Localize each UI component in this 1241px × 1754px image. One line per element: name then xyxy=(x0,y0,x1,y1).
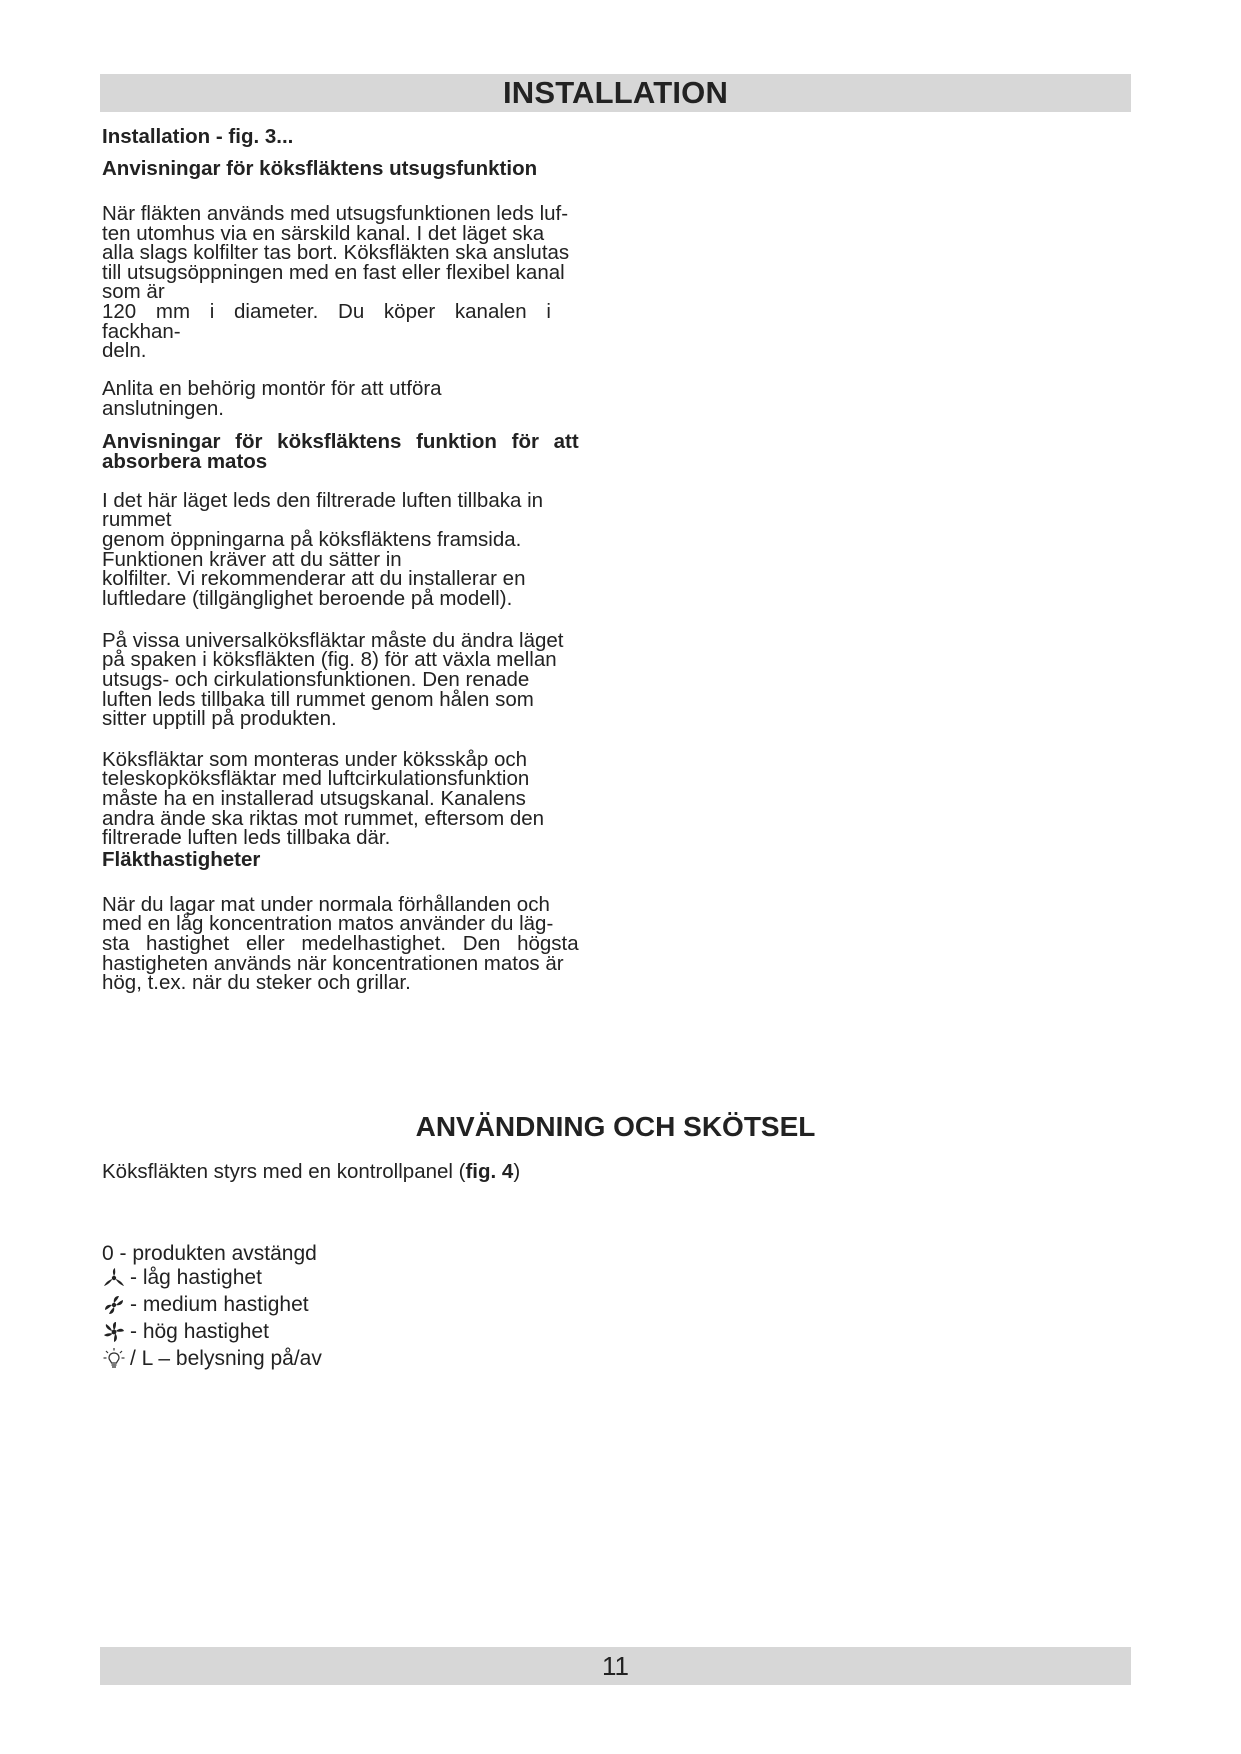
legend-item-off xyxy=(102,1242,317,1266)
subheading-recirculation-line2: absorbera matos xyxy=(102,449,268,473)
legend-label: - låg hastighet xyxy=(130,1266,262,1289)
legend-label: - hög hastighet xyxy=(130,1320,269,1343)
usage-intro-text: Köksfläkten styrs med en kontrollpanel ( xyxy=(102,1160,466,1183)
legend-item-low xyxy=(102,1266,262,1290)
installation-heading: Installation - fig. 3... xyxy=(102,125,294,148)
section-title-usage: ANVÄNDNING OCH SKÖTSEL xyxy=(415,1111,816,1142)
paragraph-fan-speeds xyxy=(102,892,617,995)
paragraph-under-cabinet: Köksfläktar som monteras under köksskåp och teleskopköksfläktar med luftcirkulationsfunktion måste ha en installerad utsugskanal. Kanalens andra ände ska riktas mot rummet, eftersom den filtrerade luften leds tillbaka där. xyxy=(102,747,545,850)
paragraph-extraction: När fläkten används med utsugsfunktionen leds luf- ten utomhus via en särskild kanal. I det läget ska alla slags kolfilter tas bort. Köksfläkten ska anslutas till utsugsöppningen med en fast eller flexibel kanal som är xyxy=(102,202,570,304)
paragraph-recirculation: I det här läget leds den filtrerade luften tillbaka in rummet genom öppningarna på köksfläktens framsida. Funktionen kräver att du sätter in kolfilter. Vi rekommenderar att du installerar en luftledare (tillgänglighet beroende på modell). xyxy=(102,488,544,610)
installation-section xyxy=(102,127,617,993)
legend-label: 0 - produkten avstängd xyxy=(102,1242,317,1265)
fan-medium-icon xyxy=(102,1293,126,1317)
subheading-extraction: Anvisningar för köksfläktens utsugsfunktion xyxy=(102,157,538,180)
fan-low-icon xyxy=(102,1266,126,1290)
light-bulb-icon xyxy=(102,1347,126,1371)
subheading-fan-speeds: Fläkthastigheter xyxy=(102,847,261,871)
page-title: INSTALLATION xyxy=(502,75,729,110)
paragraph-lever: På vissa universalköksfläktar måste du ändra läget på spaken i köksfläkten (fig. 8) för att växla mellan utsugs- och cirkulationsfunktionen. Den renade luften leds tillbaka till rummet genom hålen som sitter upptill på produkten. xyxy=(102,628,564,731)
usage-intro xyxy=(102,1160,520,1184)
fan-speeds-line: sta hastighet eller medelhastighet. Den högsta xyxy=(102,931,579,955)
subheading-recirculation-line1: Anvisningar för köksfläktens funktion för att xyxy=(102,430,579,454)
fan-speeds-line: hastigheten används när koncentrationen matos är xyxy=(102,951,564,975)
fan-high-icon xyxy=(102,1320,126,1344)
usage-intro-figref: fig. 4 xyxy=(465,1160,514,1183)
paragraph-diameter-line xyxy=(102,299,617,343)
legend-label: - medium hastighet xyxy=(130,1293,309,1316)
diameter-text: 120 mm i diameter. Du köper kanalen i fackhan- xyxy=(102,299,551,343)
legend-item-light xyxy=(102,1347,322,1371)
fan-speeds-line: När du lagar mat under normala förhållanden och xyxy=(102,892,550,916)
fan-speeds-line: hög, t.ex. när du steker och grillar. xyxy=(102,971,411,995)
legend-item-medium xyxy=(102,1293,309,1317)
usage-intro-end: ) xyxy=(513,1160,521,1183)
page-number: 11 xyxy=(602,1651,629,1681)
legend-item-high xyxy=(102,1320,269,1344)
paragraph-end: deln. xyxy=(102,339,147,363)
legend-label: / L – belysning på/av xyxy=(130,1347,322,1370)
paragraph-installer: Anlita en behörig montör för att utföra anslutningen. xyxy=(102,377,442,420)
fan-speeds-line: med en låg koncentration matos använder du läg- xyxy=(102,912,554,936)
